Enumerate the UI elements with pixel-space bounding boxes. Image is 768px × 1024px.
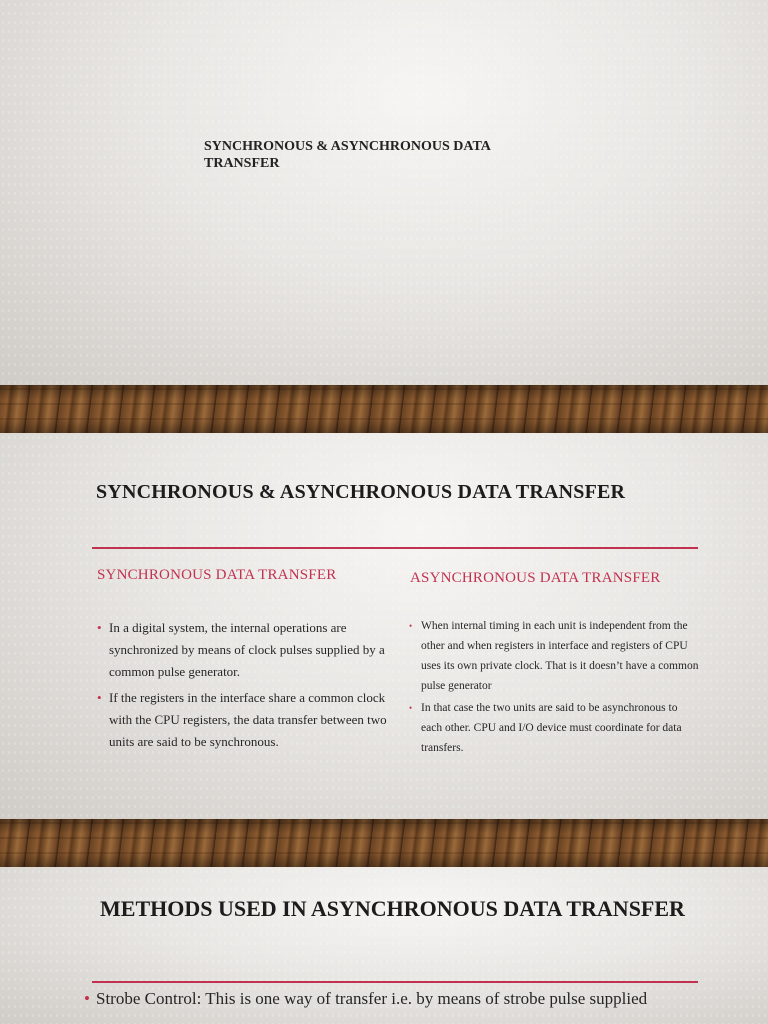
right-bullet-list xyxy=(409,616,699,760)
list-item: • In a digital system, the internal operations are synchronized by means of clock pulses supplied by a common pulse generator. xyxy=(97,617,387,683)
right-column-heading: ASYNCHRONOUS DATA TRANSFER xyxy=(410,570,661,586)
left-column-heading: SYNCHRONOUS DATA TRANSFER xyxy=(97,567,337,583)
left-bullet-list xyxy=(97,617,387,757)
slide1-title: SYNCHRONOUS & ASYNCHRONOUS DATA TRANSFER xyxy=(204,139,491,171)
slide2-title: SYNCHRONOUS & ASYNCHRONOUS DATA TRANSFER xyxy=(96,481,626,503)
title-underline xyxy=(92,547,698,549)
list-item: • If the registers in the interface share a common clock with the CPU registers, the data transfer between two units are said to be synchronous. xyxy=(97,687,387,753)
list-item: • When internal timing in each unit is independent from the other and when registers in interface and registers of CPU uses its own private clock. That is it doesn’t have a common pulse generator xyxy=(409,616,699,696)
methods-bullet-list xyxy=(84,987,764,1011)
list-item: • In that case the two units are said to be asynchronous to each other. CPU and I/O device must coordinate for data transfers. xyxy=(409,698,699,758)
list-item: • Strobe Control: This is one way of transfer i.e. by means of strobe pulse supplied xyxy=(84,987,764,1011)
slide-title xyxy=(0,0,768,385)
slide3-title: METHODS USED IN ASYNCHRONOUS DATA TRANSFER xyxy=(100,896,685,921)
slide-comparison xyxy=(0,433,768,819)
title-underline xyxy=(92,981,698,983)
slide-methods xyxy=(0,867,768,1024)
wood-floor-divider xyxy=(0,385,768,433)
wood-floor-divider xyxy=(0,819,768,867)
